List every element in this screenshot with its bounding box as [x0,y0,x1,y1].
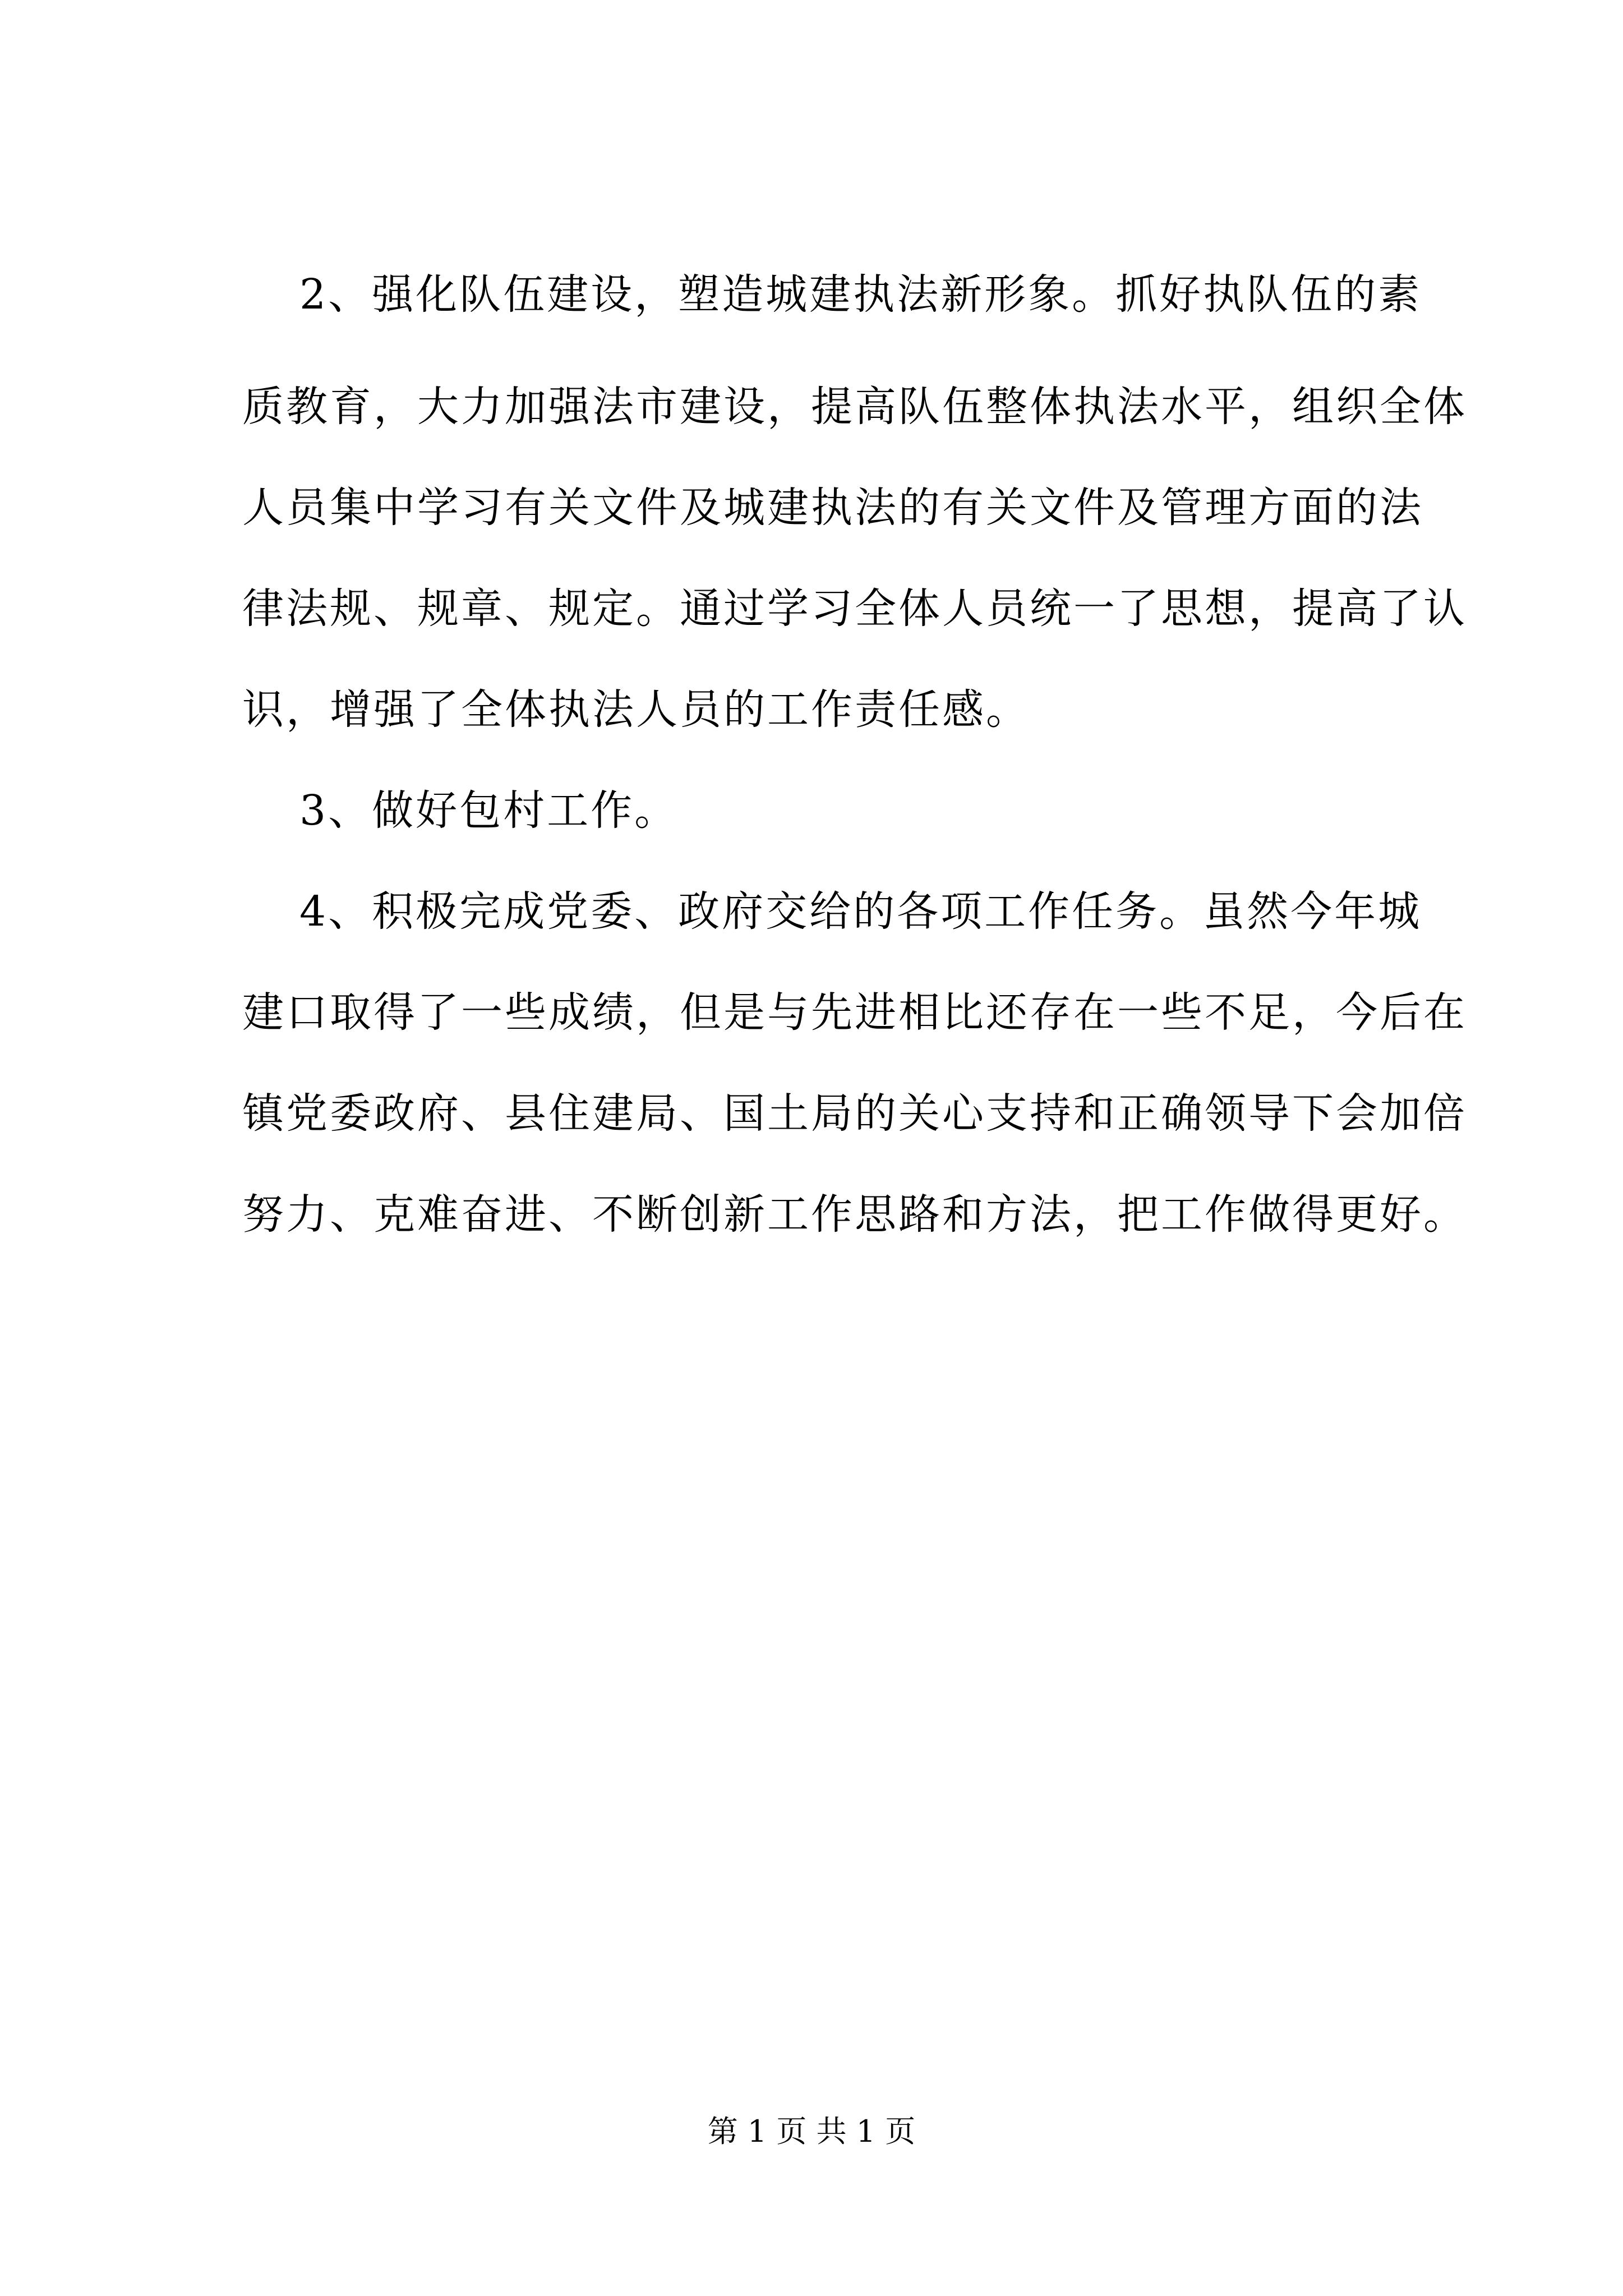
paragraph-4-line-1: 4、积极完成党委、政府交给的各项工作任务。虽然今年城 [299,887,1422,936]
paragraph-2-line-1: 2、强化队伍建设，塑造城建执法新形象。抓好执队伍的素 [299,270,1422,319]
paragraph-2-line-4: 律法规、规章、规定。通过学习全体人员统一了思想，提高了认 [242,585,1467,633]
paragraph-3-line-1: 3、做好包村工作。 [299,786,679,835]
paragraph-2-line-3: 人员集中学习有关文件及城建执法的有关文件及管理方面的法 [242,484,1423,532]
paragraph-4-line-2: 建口取得了一些成绩，但是与先进相比还存在一些不足，今后在 [242,988,1467,1037]
paragraph-2-line-5: 识，增强了全体执法人员的工作责任感。 [242,685,1030,734]
paragraph-4-line-3: 镇党委政府、县住建局、国土局的关心支持和正确领导下会加倍 [242,1089,1467,1138]
paragraph-2-line-2: 质教育，大力加强法市建设，提高队伍整体执法水平，组织全体 [242,383,1467,431]
paragraph-4-line-4: 努力、克难奋进、不断创新工作思路和方法，把工作做得更好。 [242,1190,1467,1239]
page-number-footer: 第 1 页 共 1 页 [707,2114,916,2149]
